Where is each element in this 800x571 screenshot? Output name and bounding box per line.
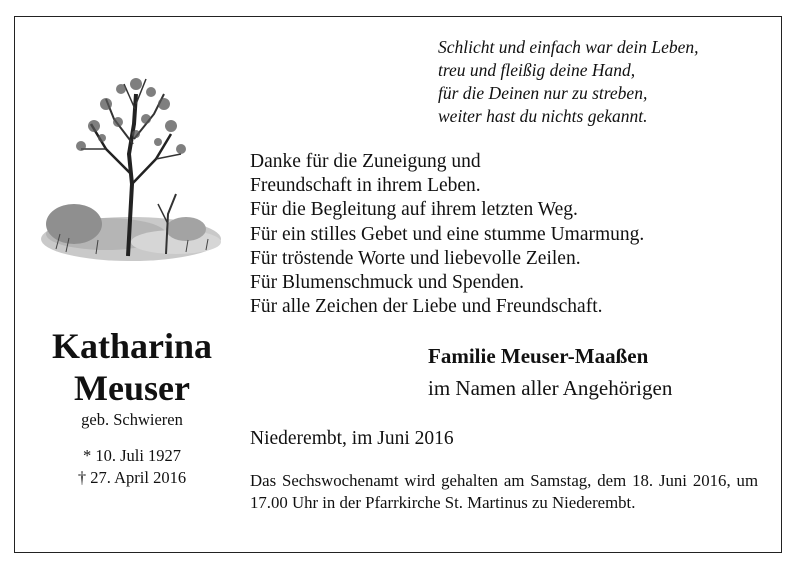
birth-name: geb. Schwieren [81, 410, 183, 429]
deceased-last-name: Meuser [74, 368, 190, 408]
thanks-line: Danke für die Zuneigung und [250, 151, 481, 172]
thanks-line: Für ein stilles Gebet und eine stumme Umarmung. [250, 223, 645, 245]
family-name: Familie Meuser-Maaßen [428, 344, 649, 368]
poem [438, 36, 699, 128]
poem-line: Schlicht und einfach war dein Leben, [438, 37, 699, 57]
poem-line: treu und fleißig deine Hand, [438, 60, 636, 80]
thanks-line: Für tröstende Worte und liebevolle Zeilen. [250, 247, 581, 269]
thanks-line: Für alle Zeichen der Liebe und Freundschaft. [250, 296, 603, 318]
thanks-line: Freundschaft in ihrem Leben. [250, 175, 481, 197]
poem-line: weiter hast du nichts gekannt. [438, 106, 648, 126]
on-behalf-text: im Namen aller Angehörigen [428, 376, 673, 400]
thanks-line: Für die Begleitung auf ihrem letzten Weg. [250, 199, 578, 221]
deceased-first-name: Katharina [51, 326, 212, 366]
place-date: Niederembt, im Juni 2016 [250, 428, 454, 449]
death-date: † 27. April 2016 [77, 468, 187, 487]
thanks-line: Für Blumenschmuck und Spenden. [250, 272, 525, 294]
service-notice: Das Sechswochenamt wird gehalten am Samstag, dem 18. Juni 2016, um 17.00 Uhr in der Pfarrkirche St. Martinus zu Niederembt. [250, 471, 758, 512]
thanks-text [250, 150, 644, 319]
poem-line: für die Deinen nur zu streben, [438, 83, 648, 103]
tree-illustration [36, 64, 226, 274]
birth-date: * 10. Juli 1927 [82, 446, 182, 465]
